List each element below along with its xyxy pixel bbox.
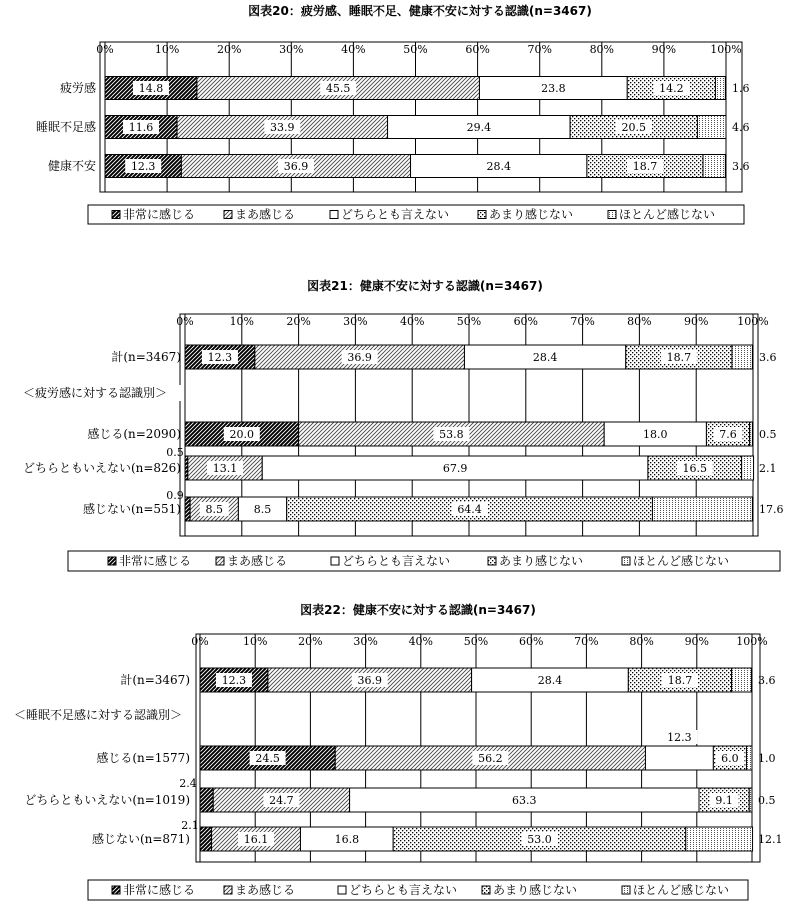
category-label: 感じない(n=551)	[82, 502, 181, 516]
legend-label: あまり感じない	[489, 207, 574, 222]
data-label: 4.6	[732, 121, 750, 134]
tick-label: 70%	[574, 635, 599, 648]
data-label: 64.4	[457, 503, 482, 516]
legend-label: あまり感じない	[499, 554, 584, 568]
tick-label: 60%	[518, 635, 544, 648]
category-label: 計(n=3467)	[111, 350, 181, 364]
data-label: 2.1	[759, 462, 777, 475]
legend-label: ほとんど感じない	[633, 554, 730, 568]
legend-label: どちらとも言えない	[341, 207, 450, 222]
data-label: 29.4	[466, 121, 492, 134]
legend-swatch	[112, 211, 120, 219]
chart-title: 図表20：疲労感、睡眠不足、健康不安に対する認識(n=3467)	[248, 4, 592, 18]
data-label: 3.6	[732, 160, 750, 173]
category-label: 疲労感	[59, 81, 96, 95]
tick-label: 100%	[737, 315, 769, 328]
tick-label: 80%	[589, 43, 615, 56]
bar-segment	[715, 77, 725, 100]
data-label: 53.8	[439, 428, 464, 441]
data-label: 6.0	[721, 752, 739, 765]
category-label: 計(n=3467)	[120, 673, 190, 687]
category-label: 感じる(n=1577)	[96, 751, 190, 765]
data-label: 18.7	[632, 160, 658, 173]
data-label: 7.6	[719, 428, 737, 441]
data-label: 12.3	[130, 160, 156, 173]
legend-swatch	[608, 211, 616, 219]
data-label: 14.2	[659, 82, 684, 95]
tick-label: 90%	[683, 315, 709, 328]
bar-segment	[742, 456, 754, 480]
data-label: 36.9	[347, 351, 372, 364]
legend-swatch	[224, 886, 232, 894]
legend-label: 非常に感じる	[123, 207, 196, 222]
data-label: 28.4	[532, 351, 558, 364]
tick-label: 80%	[629, 635, 654, 648]
data-label: 16.8	[334, 833, 360, 846]
legend-label: まあ感じる	[235, 883, 296, 897]
bar-segment	[652, 497, 752, 521]
tick-label: 80%	[627, 315, 652, 328]
tick-label: 10%	[229, 315, 255, 328]
data-label: 9.1	[715, 794, 733, 807]
category-label: 健康不安	[47, 159, 96, 173]
bar-segment	[750, 422, 753, 446]
data-label: 12.3	[207, 351, 233, 364]
tick-label: 40%	[399, 315, 425, 328]
legend-label: あまり感じない	[493, 883, 578, 897]
data-label: 0.5	[758, 794, 776, 807]
data-label: 2.1	[181, 819, 199, 832]
legend-swatch	[478, 211, 486, 219]
legend-swatch	[482, 886, 490, 894]
tick-label: 20%	[298, 635, 323, 648]
tick-label: 100%	[736, 635, 768, 648]
tick-label: 20%	[286, 315, 311, 328]
chart-3	[0, 602, 783, 900]
data-label: 3.6	[758, 674, 776, 687]
legend-label: ほとんど感じない	[633, 883, 730, 897]
data-label: 18.0	[643, 428, 668, 441]
data-label: 28.4	[486, 160, 511, 173]
tick-label: 30%	[343, 315, 368, 328]
data-label: 45.5	[325, 82, 351, 95]
legend-label: どちらとも言えない	[349, 883, 458, 897]
data-label: 14.8	[138, 82, 164, 95]
legend-label: まあ感じる	[227, 554, 288, 568]
data-label: 16.5	[682, 462, 708, 475]
data-label: 12.1	[758, 833, 783, 846]
tick-label: 50%	[403, 43, 428, 56]
tick-label: 20%	[216, 43, 242, 56]
group-label: ＜疲労感に対する認識別＞	[22, 386, 168, 400]
legend-swatch	[330, 211, 338, 219]
tick-label: 0%	[191, 635, 209, 648]
data-label: 36.9	[283, 160, 309, 173]
legend-label: まあ感じる	[235, 207, 296, 222]
data-label: 11.6	[128, 121, 154, 134]
chart-title: 図表22：健康不安に対する認識(n=3467)	[300, 603, 536, 617]
data-label: 23.8	[541, 82, 566, 95]
data-label: 63.3	[512, 794, 537, 807]
bar-segment	[200, 788, 213, 812]
bar-segment	[185, 497, 190, 521]
data-label: 1.0	[758, 752, 776, 765]
tick-label: 50%	[456, 315, 482, 328]
data-label: 2.4	[179, 777, 197, 790]
data-label: 20.0	[229, 428, 255, 441]
legend-swatch	[224, 211, 232, 219]
data-label: 28.4	[537, 674, 563, 687]
category-label: 感じる(n=2090)	[87, 427, 181, 441]
legend-swatch	[216, 557, 224, 565]
data-label: 18.7	[667, 674, 693, 687]
tick-label: 60%	[465, 43, 490, 56]
data-label: 13.1	[212, 462, 238, 475]
data-label: 18.7	[666, 351, 692, 364]
data-label: 20.5	[621, 121, 647, 134]
tick-label: 100%	[710, 43, 742, 56]
tick-label: 40%	[341, 43, 366, 56]
tick-label: 0%	[176, 315, 194, 328]
data-label: 3.6	[759, 351, 777, 364]
tick-label: 10%	[154, 43, 180, 56]
tick-label: 50%	[463, 635, 489, 648]
data-label: 17.6	[759, 503, 784, 516]
data-label: 36.9	[357, 674, 382, 687]
tick-label: 90%	[684, 635, 710, 648]
tick-label: 70%	[570, 315, 595, 328]
data-label: 67.9	[442, 462, 468, 475]
bar-segment	[686, 827, 753, 851]
tick-label: 60%	[513, 315, 539, 328]
tick-label: 70%	[527, 43, 552, 56]
bar-segment	[697, 116, 726, 139]
bar-segment	[749, 788, 752, 812]
legend-swatch	[108, 557, 116, 565]
legend-swatch	[622, 886, 630, 894]
data-label: 33.9	[270, 121, 295, 134]
data-label: 1.6	[732, 82, 750, 95]
category-label: どちらともいえない(n=826)	[22, 461, 181, 475]
legend-label: 非常に感じる	[119, 554, 192, 568]
tick-label: 30%	[279, 43, 304, 56]
legend-swatch	[622, 557, 630, 565]
data-label: 16.1	[243, 833, 269, 846]
data-label: 0.5	[166, 446, 184, 459]
legend-label: ほとんど感じない	[619, 207, 716, 222]
legend-swatch	[338, 886, 346, 894]
bar-segment	[645, 746, 713, 770]
category-label: 睡眠不足感	[35, 120, 96, 134]
legend-label: 非常に感じる	[123, 883, 196, 897]
legend-swatch	[112, 886, 120, 894]
data-label: 0.9	[166, 489, 184, 502]
chart-title: 図表21：健康不安に対する認識(n=3467)	[307, 279, 543, 293]
chart-1	[36, 3, 750, 224]
bar-segment	[746, 746, 752, 770]
tick-label: 0%	[96, 43, 114, 56]
category-label: 感じない(n=871)	[91, 832, 190, 846]
category-label: どちらともいえない(n=1019)	[24, 793, 190, 807]
data-label: 12.3	[667, 731, 692, 744]
data-label: 24.7	[269, 794, 294, 807]
data-label: 8.5	[253, 503, 272, 516]
group-label: ＜睡眠不足感に対する認識別＞	[13, 708, 183, 722]
legend-swatch	[331, 557, 339, 565]
bar-segment	[703, 155, 725, 178]
bar-segment	[200, 827, 212, 851]
data-label: 12.3	[221, 674, 247, 687]
tick-label: 30%	[353, 635, 378, 648]
tick-label: 40%	[408, 635, 434, 648]
tick-label: 10%	[242, 635, 268, 648]
data-label: 53.0	[527, 833, 552, 846]
data-label: 56.2	[478, 752, 503, 765]
legend-swatch	[488, 557, 496, 565]
data-label: 0.5	[759, 428, 777, 441]
chart-2	[0, 278, 784, 571]
data-label: 8.5	[205, 503, 224, 516]
legend-label: どちらとも言えない	[342, 554, 451, 568]
tick-label: 90%	[651, 43, 677, 56]
bar-segment	[732, 345, 752, 369]
bar-segment	[732, 668, 752, 692]
data-label: 24.5	[255, 752, 280, 765]
